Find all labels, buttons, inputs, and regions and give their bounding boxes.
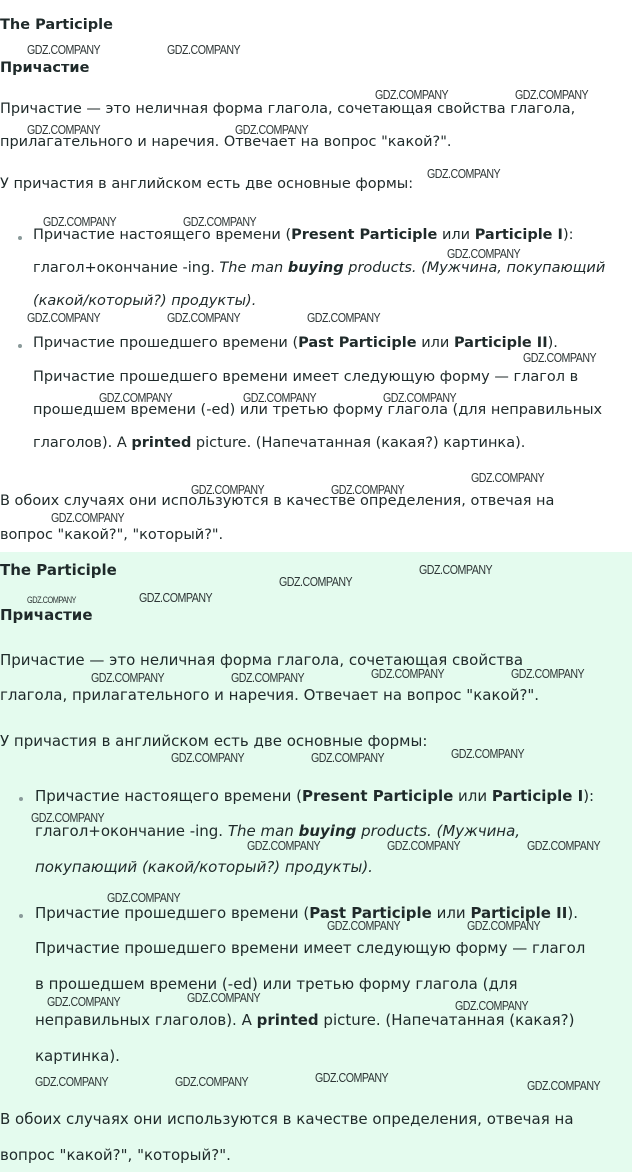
watermark: GDZ.COMPANY <box>167 310 241 325</box>
list-item-present-participle: Причастие настоящего времени (Present Participle или Participle I): <box>35 787 595 805</box>
past-participle-line-5: картинка). <box>35 1047 120 1065</box>
present-participle-example: глагол+окончание -ing. The man buying products. (Мужчина, <box>35 822 521 840</box>
watermark: GDZ.COMPANY <box>107 890 181 905</box>
conclusion-line-2: вопрос "какой?", "который?". <box>0 527 224 543</box>
list-item-past-participle: Причастие прошедшего времени (Past Participle или Participle II). <box>35 904 578 922</box>
past-participle-line-4: неправильных глаголов). A printed picture. (Напечатанная (какая?) <box>35 1011 575 1029</box>
intro-line-1: Причастие — это неличная форма глагола, сочетающая свойства <box>0 651 524 669</box>
participle-section-original <box>0 0 632 552</box>
bullet-dot <box>19 914 23 918</box>
conclusion-line-1: В обоих случаях они используются в качестве определения, отвечая на <box>0 1110 574 1128</box>
watermark: GDZ.COMPANY <box>307 310 381 325</box>
watermark: GDZ.COMPANY <box>35 1074 109 1089</box>
watermark: GDZ.COMPANY <box>327 918 401 933</box>
watermark: GDZ.COMPANY <box>47 994 121 1009</box>
watermark: GDZ.COMPANY <box>171 750 245 765</box>
watermark: GDZ.COMPANY <box>27 122 101 137</box>
present-participle-example-cont: покупающий (какой/который?) продукты). <box>35 858 373 876</box>
list-item-present-participle: Причастие настоящего времени (Present Participle или Participle I): <box>33 227 574 243</box>
watermark: GDZ.COMPANY <box>515 87 589 102</box>
watermark: GDZ.COMPANY <box>451 746 525 761</box>
watermark: GDZ.COMPANY <box>523 350 597 365</box>
past-participle-line-2: Причастие прошедшего времени имеет следующую форму — глагол <box>35 939 586 957</box>
bullet-dot <box>18 236 22 240</box>
watermark: GDZ.COMPANY <box>447 246 521 261</box>
watermark: GDZ.COMPANY <box>51 510 125 525</box>
intro-line-1: Причастие — это неличная форма глагола, сочетающая свойства глагола, <box>0 101 576 117</box>
forms-intro: У причастия в английском есть две основные формы: <box>0 176 414 192</box>
bullet-dot <box>19 797 23 801</box>
intro-line-2: глагола, прилагательного и наречия. Отвечает на вопрос "какой?". <box>0 686 540 704</box>
watermark: GDZ.COMPANY <box>511 666 585 681</box>
watermark: GDZ.COMPANY <box>27 42 101 57</box>
watermark: GDZ.COMPANY <box>27 595 76 605</box>
present-participle-example-cont: (какой/который?) продукты). <box>33 293 257 309</box>
watermark: GDZ.COMPANY <box>311 750 385 765</box>
watermark: GDZ.COMPANY <box>243 390 317 405</box>
watermark: GDZ.COMPANY <box>247 838 321 853</box>
watermark: GDZ.COMPANY <box>43 214 117 229</box>
watermark: GDZ.COMPANY <box>527 1078 601 1093</box>
forms-intro: У причастия в английском есть две основные формы: <box>0 732 428 750</box>
watermark: GDZ.COMPANY <box>371 666 445 681</box>
watermark: GDZ.COMPANY <box>235 122 309 137</box>
conclusion-line-2: вопрос "какой?", "который?". <box>0 1146 231 1164</box>
past-participle-line-3: прошедшем времени (-ed) или третью форму глагола (для неправильных <box>33 402 603 418</box>
watermark: GDZ.COMPANY <box>387 838 461 853</box>
watermark: GDZ.COMPANY <box>455 998 529 1013</box>
section-title-en: The Participle <box>0 561 117 579</box>
watermark: GDZ.COMPANY <box>383 390 457 405</box>
list-item-past-participle: Причастие прошедшего времени (Past Participle или Participle II). <box>33 335 558 351</box>
watermark: GDZ.COMPANY <box>91 670 165 685</box>
watermark: GDZ.COMPANY <box>375 87 449 102</box>
watermark: GDZ.COMPANY <box>139 590 213 605</box>
watermark: GDZ.COMPANY <box>183 214 257 229</box>
section-title-ru: Причастие <box>0 60 90 76</box>
watermark: GDZ.COMPANY <box>231 670 305 685</box>
present-participle-example: глагол+окончание -ing. The man buying products. (Мужчина, покупающий <box>33 260 606 276</box>
watermark: GDZ.COMPANY <box>99 390 173 405</box>
watermark: GDZ.COMPANY <box>191 482 265 497</box>
watermark: GDZ.COMPANY <box>315 1070 389 1085</box>
participle-section-copy <box>0 552 632 1172</box>
section-title-en: The Participle <box>0 17 113 33</box>
past-participle-line-2: Причастие прошедшего времени имеет следующую форму — глагол в <box>33 369 579 385</box>
watermark: GDZ.COMPANY <box>467 918 541 933</box>
watermark: GDZ.COMPANY <box>187 990 261 1005</box>
watermark: GDZ.COMPANY <box>31 810 105 825</box>
past-participle-line-4: глаголов). A printed picture. (Напечатанная (какая?) картинка). <box>33 435 526 451</box>
watermark: GDZ.COMPANY <box>527 838 601 853</box>
watermark: GDZ.COMPANY <box>175 1074 249 1089</box>
section-title-ru: Причастие <box>0 606 93 624</box>
watermark: GDZ.COMPANY <box>331 482 405 497</box>
watermark: GDZ.COMPANY <box>27 310 101 325</box>
conclusion-line-1: В обоих случаях они используются в качестве определения, отвечая на <box>0 493 555 509</box>
intro-line-2: прилагательного и наречия. Отвечает на вопрос "какой?". <box>0 134 452 150</box>
watermark: GDZ.COMPANY <box>471 470 545 485</box>
past-participle-line-3: в прошедшем времени (-ed) или третью форму глагола (для <box>35 975 518 993</box>
watermark: GDZ.COMPANY <box>279 574 353 589</box>
watermark: GDZ.COMPANY <box>419 562 493 577</box>
watermark: GDZ.COMPANY <box>167 42 241 57</box>
watermark: GDZ.COMPANY <box>427 166 501 181</box>
bullet-dot <box>18 344 22 348</box>
